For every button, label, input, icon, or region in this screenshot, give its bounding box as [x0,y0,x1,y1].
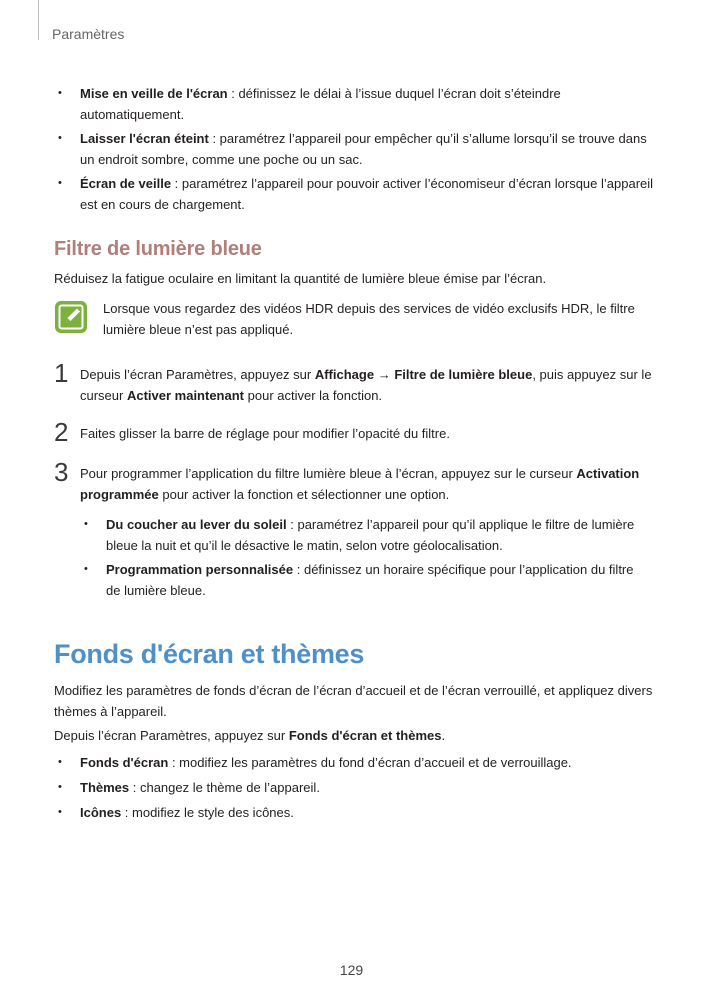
wallpapers-path: Depuis l’écran Paramètres, appuyez sur Fonds d'écran et thèmes. [54,728,446,743]
list-item: • Laisser l'écran éteint : paramétrez l’appareil pour empêcher qu’il s’allume lorsqu’il se trouve dans un endroit sombre, comme une poche ou un sac. [54,128,654,170]
blue-light-intro: Réduisez la fatigue oculaire en limitant la quantité de lumière bleue émise par l’écran. [54,271,547,286]
display-options-list [54,83,654,218]
margin-rule [38,0,39,40]
bullet-icon: • [84,518,88,530]
wallpapers-intro: Modifiez les paramètres de fonds d’écran de l’écran d’accueil et de l’écran verrouillé, et appliquez divers thèmes à l’appareil. [54,683,653,719]
step-number: 2 [54,417,69,447]
list-item: • Écran de veille : paramétrez l’appareil pour pouvoir activer l’économiseur d’écran lorsque l’appareil est en cours de chargement. [54,173,654,215]
bullet-icon: • [58,806,62,818]
bullet-icon: • [58,781,62,793]
step-number: 1 [54,358,69,388]
bullet-icon: • [58,87,62,99]
bullet-icon: • [58,177,62,189]
list-item: • Thèmes : changez le thème de l’appareil. [54,777,654,798]
note-pencil-icon [54,300,88,334]
list-item: • Du coucher au lever du soleil : paramétrez l’appareil pour qu’il applique le filtre de lumière bleue la nuit et qu’il le désactive le matin, selon votre géolocalisation. [80,514,650,556]
wallpapers-options-list [54,752,654,827]
page-number: 129 [339,962,364,978]
step-3: 3 Pour programmer l’application du filtre lumière bleue à l’écran, appuyez sur le curseur Activation programmée pour activer la fonction et sélectionner une option. [54,457,640,502]
schedule-options-list [80,514,650,604]
section-heading-wallpapers: Fonds d'écran et thèmes [54,639,365,669]
step-2: 2 Faites glisser la barre de réglage pour modifier l’opacité du filtre. [54,417,450,447]
bullet-icon: • [58,756,62,768]
list-item: • Fonds d'écran : modifiez les paramètres du fond d’écran d’accueil et de verrouillage. [54,752,654,773]
list-item: • Icônes : modifiez le style des icônes. [54,802,654,823]
note-text: Lorsque vous regardez des vidéos HDR depuis des services de vidéo exclusifs HDR, le filtre lumière bleue n’est pas appliqué. [103,301,635,337]
list-item: • Mise en veille de l'écran : définissez le délai à l’issue duquel l’écran doit s’éteindre automatiquement. [54,83,654,125]
bullet-icon: • [58,132,62,144]
section-heading-blue-light: Filtre de lumière bleue [54,238,262,260]
step-1: 1 Depuis l’écran Paramètres, appuyez sur Affichage → Filtre de lumière bleue, puis appuyez sur le curseur Activer maintenant pour activer la fonction. [54,358,652,403]
list-item: • Programmation personnalisée : définissez un horaire spécifique pour l’application du filtre de lumière bleue. [80,559,650,601]
running-head: Paramètres [52,26,125,42]
step-number: 3 [54,457,69,487]
bullet-icon: • [84,563,88,575]
